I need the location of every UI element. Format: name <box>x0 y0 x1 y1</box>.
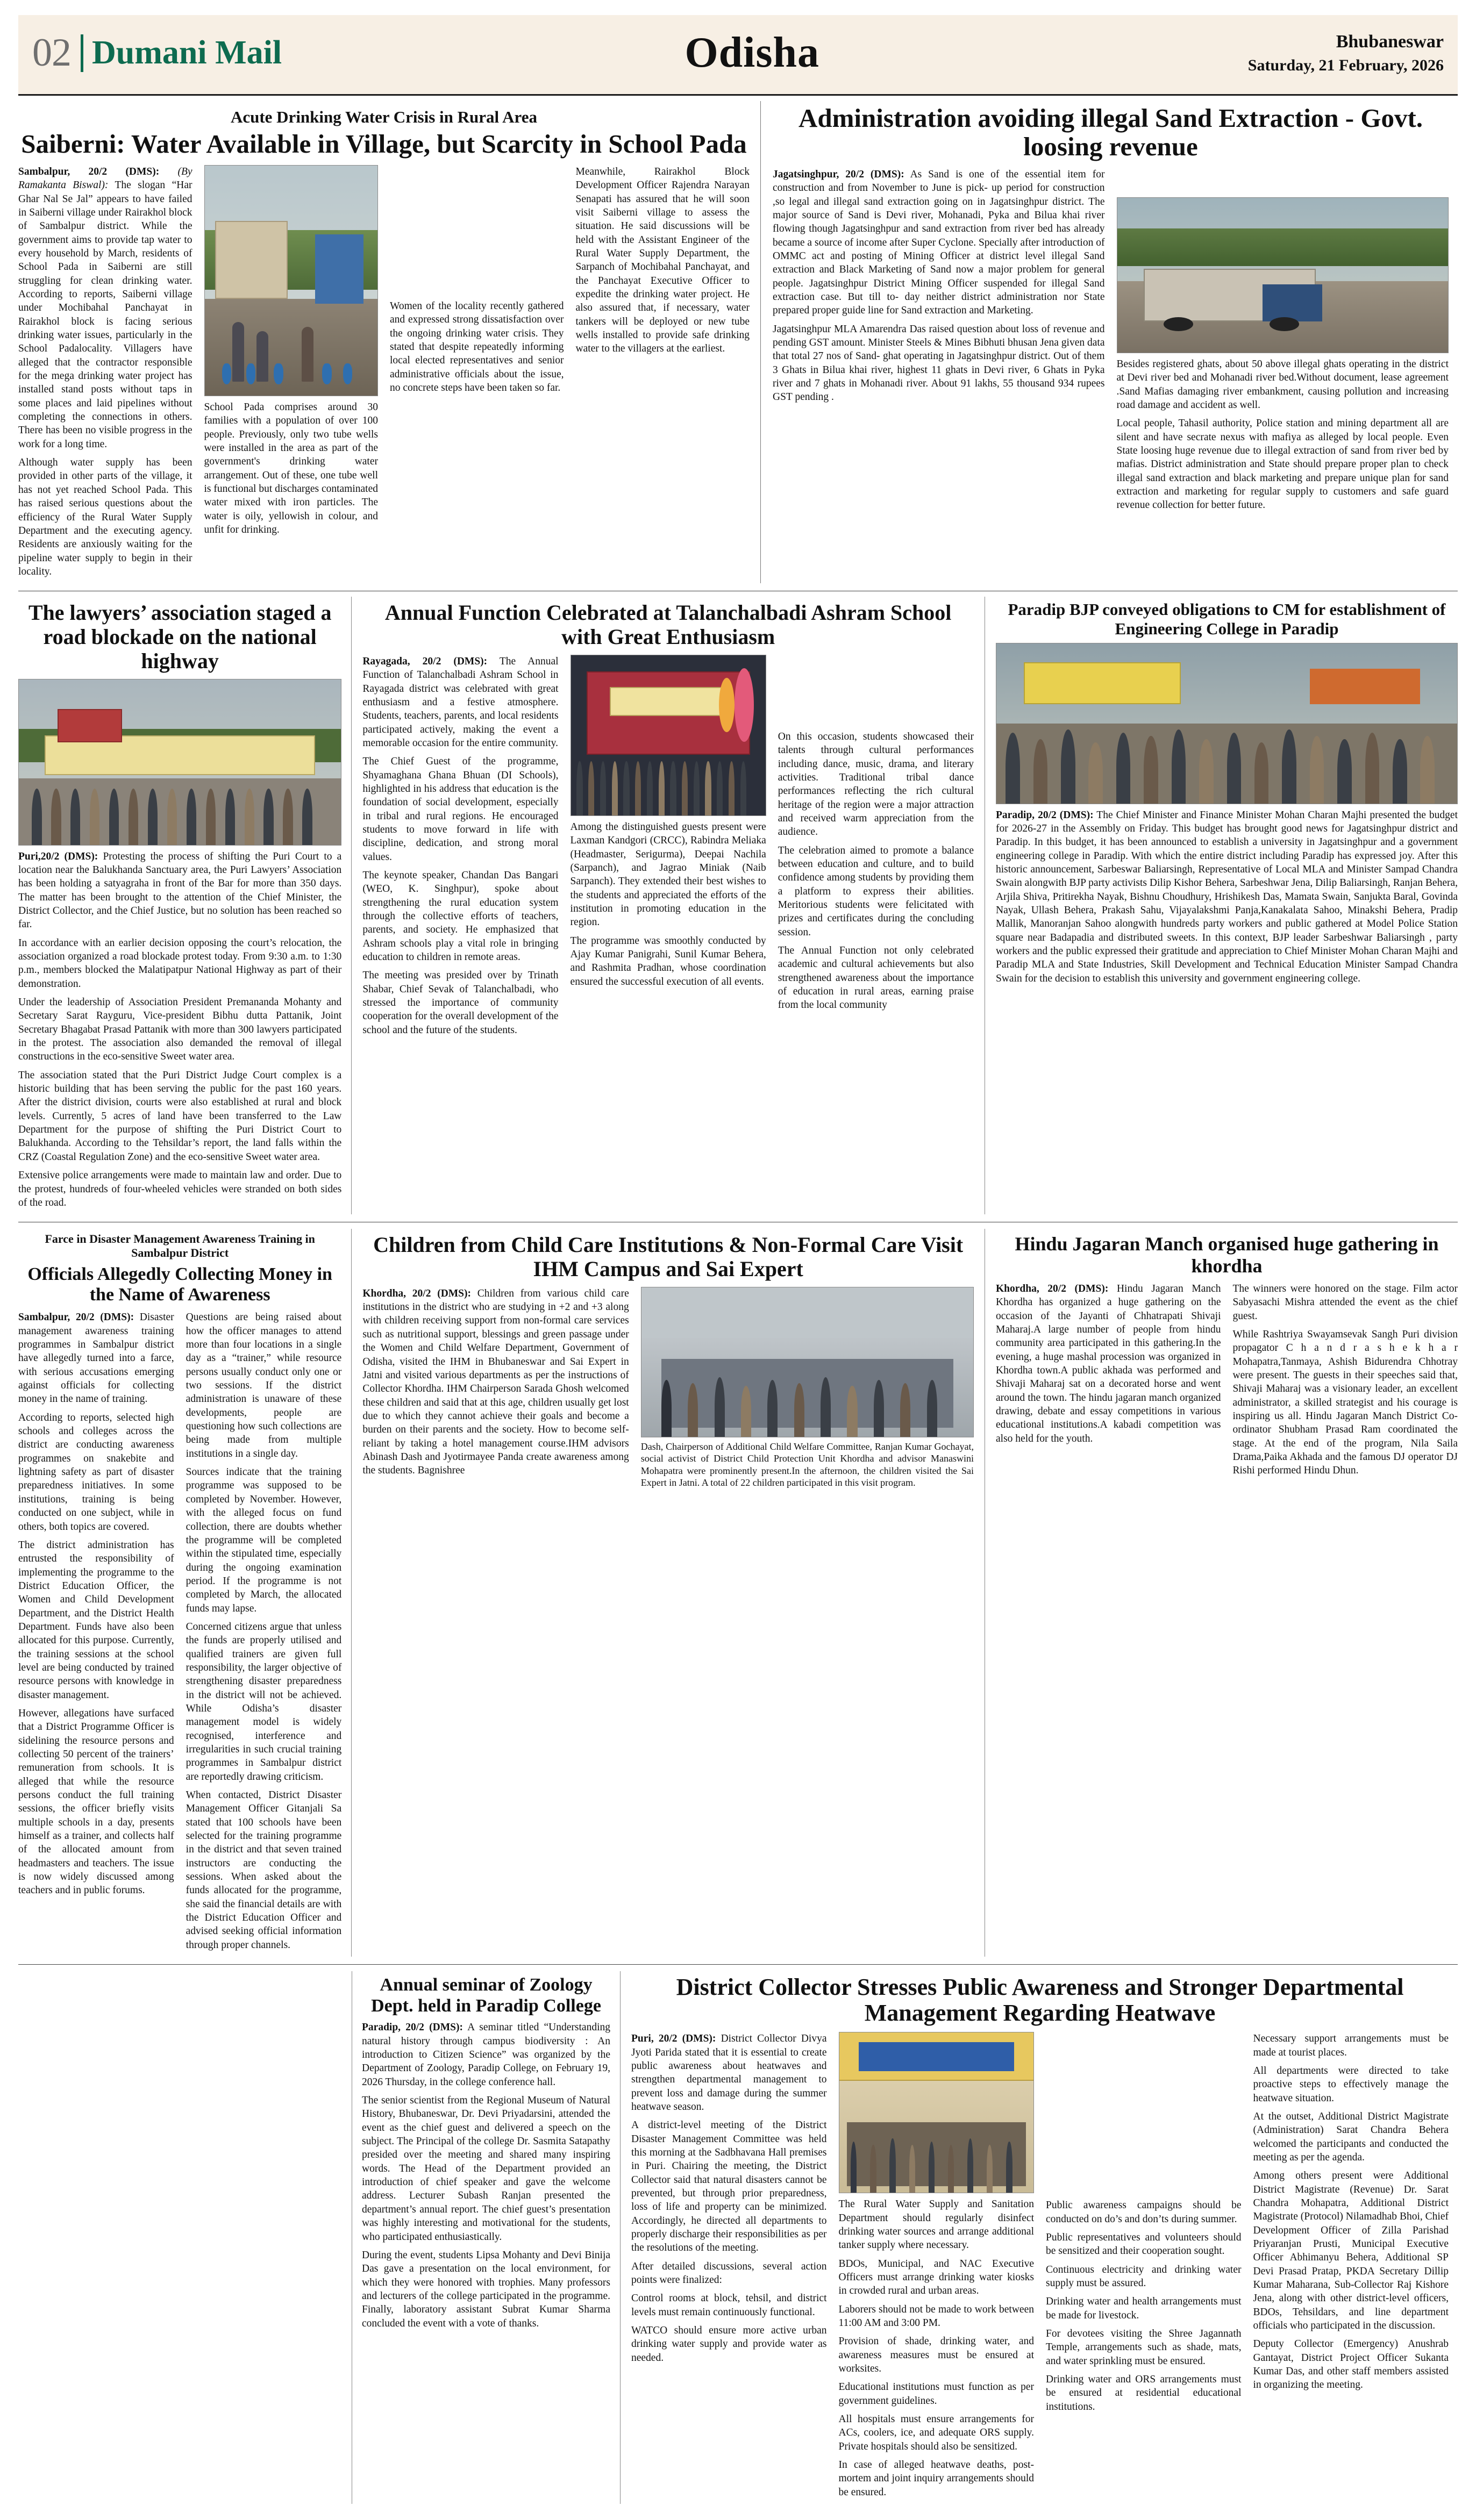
heatwave-meeting-photo <box>839 2032 1035 2193</box>
edition-city: Bhubaneswar <box>1336 31 1444 52</box>
story-talanchalbadi-p5: Among the distinguished guests present were Laxman Kandgori (CRCC), Rabindra Meliaka (Headmaster, Serigurma), Deepai Nachila (Sarpanch), and Jagrao Miniak (Naib Sarpanch). They extended their best wishes to the students and appreciated the efforts of the institution in promoting education in the region. <box>570 821 766 928</box>
edition-date: Saturday, 21 February, 2026 <box>1247 56 1444 74</box>
ihm-visit-photo <box>641 1287 974 1437</box>
story-talanchalbadi-p7: On this occasion, students showcased their talents through cultural performances including dance, music, drama, and literary activities. Traditional tribal dance performances reflecting the rich cultural heritage of the region were a major attraction and received warm appreciation from the audience. <box>778 731 974 838</box>
story-talanchalbadi-p4: The meeting was presided over by Trinath Shabar, Chief Sevak of Talanchalbadi, who stressed the importance of community cooperation for the overall development of the school and the future of the students. <box>362 970 559 1036</box>
story-sambalpur-p5: Questions are being raised about how the officer manages to attend more than four locations in a single day as a “trainer,” while resource persons usually conduct only one or two sessions. If the district administration is unaware of these developments, people are questioning how such collections are being made from multiple institutions in a single day. <box>186 1312 342 1459</box>
story-sand-headline: Administration avoiding illegal Sand Extraction - Govt. loosing revenue <box>798 103 1423 161</box>
story-sambalpur-awareness <box>18 1229 351 1957</box>
story-sambalpur-p2: According to reports, selected high schools and colleges across the district are conducting awareness programmes on snakebite and lightning safety as part of disaster preparedness initiatives. In some institutions, training is being conducted on one subject, while in others, both topics are covered. <box>18 1412 174 1533</box>
story-water-col-4 <box>576 165 750 583</box>
story-sand-dateline: Jagatsinghpur, 20/2 (DMS): <box>773 168 904 180</box>
story-paradip-bjp-p1: The Chief Minister and Finance Minister Mohan Charan Majhi presented the budget for 2026-27 in the Assembly on Friday. This budget has brought good news for Jagatsinghpur district and Paradip. In this budget, it has been announced to establish a university in Jagatsinghpur and a government engineering college in Paradip. With which the entire district including Paradip has expressed joy. After this historic announcement, Sarbeswar Baliarsingh, Representative of Local MLA and Minister Sampad Chandra Swain alongwith BJP party activists Dilip Kishor Behera, Sarbeshwar Jena, Dilip Baliarsingh, Ranjan Behera, Arjila Shiva, Pritirekha Nayak, Bishnu Choudhury, Hrishikesh Das, Mamata Swain, Sanjukta Baral, Govinda Nayak, Ullash Behera, Prakash Sahu, Vijayalakshmi Panja,Kanakalata Sahoo, Minakshi Behera, Pradip Mallik, Manoranjan Sahoo alongwith hundreds party workers and public gathered at Model Police Station square near Badapadia and distributed sweets. In this context, BJP leader Sarbeshwar Baliarsingh , party workers and the public expressed their gratitude and appreciation to Chief Minister Mohan Charan Majhi and Paradip MLA and State Industries, Skill Development and Technical Education Minister Sampad Chandra Swain for the decision to establish this university and government engineering college. <box>996 809 1458 984</box>
story-ihm-headline: Children from Child Care Institutions & Non-Formal Care Visit IHM Campus and Sai Expert <box>373 1233 964 1281</box>
story-sambalpur-p6: Sources indicate that the training programme was supposed to be completed by November. However, with the alleged focus on fund collection, there are doubts whether the programme will be completed within the stipulated time, especially during the ongoing examination period. If the programme is not completed by March, the allocated funds may lapse. <box>186 1466 342 1614</box>
bjp-gathering-photo <box>996 643 1458 804</box>
story-sand-p3: Besides registered ghats, about 50 above illegal ghats operating in the district at Devi river bed and Mohanadi river bed.Without document, lease agreement .Sand Mafias damaging river embankment, causing pollution and increasing road damage and accident as well. <box>1116 358 1449 411</box>
story-sand-p1: As Sand is one of the essential item for construction and from November to June is pick- up period for construction ,so legal and illegal sand extraction going on in Jagatsinghpur district. The major source of Sand is Devi river, Mohanadi, Pyka and Bilua khai river flowing though Jagatsinghpur and sand extraction from river bed has already became a source of income after Super Cyclone. Specially after introduction of OMMC act and posting of Mining Officer at district level illegal Sand extraction and Black Marketing of Sand now a major problem for general people. Jagatsinghpur District Mining Officer suspended for illegal Sand extraction case. But till to- day neither district administration nor State prepared proper guide line for Sand extraction and Marketing. <box>773 168 1105 317</box>
story-water <box>18 101 760 583</box>
mid-section <box>18 597 1458 1214</box>
story-water-p3: School Pada comprises around 30 families with a population of over 100 people. Previously, only two tube wells were installed in the area as part of the government's drinking water arrangement. Out of these, one tube well is functional but discharges contaminated water mixed with iron particles. The water is oily, yellowish in colour, and unfit for drinking. <box>204 401 378 535</box>
story-talanchalbadi-col-1 <box>362 655 558 1042</box>
story-sambalpur-p7: Concerned citizens argue that unless the funds are properly utilised and qualified trainers are given full responsibility, the larger objective of strengthening disaster preparedness in the district will not be achieved. While Odisha’s disaster management model is widely recognised, interference and irregularities in such crucial training programmes in Sambalpur district are reportedly drawing criticism. <box>186 1621 342 1782</box>
story-heatwave-p20: All departments were directed to take proactive steps to effectively manage the heatwave situation. <box>1253 2065 1449 2104</box>
story-ihm-col-1 <box>362 1287 629 1499</box>
story-heatwave-p7: BDOs, Municipal, and NAC Executive Officers must arrange drinking water kiosks in crowded rural and urban areas. <box>838 2258 1034 2297</box>
story-jagaran-col-2 <box>1233 1282 1458 1483</box>
story-sambalpur-p4: However, allegations have surfaced that a District Programme Officer is sidelining the resource persons and collecting 50 percent of the trainers’ remuneration from schools. It is alleged that while the resource persons conduct the full training sessions, the officer briefly visits multiple schools in a day, presents himself as a trainer, and collects half of the allocated amount from headmasters and teachers. The issue is now widely discussed among teachers and in public forums. <box>18 1707 174 1896</box>
story-jagaran <box>985 1229 1458 1957</box>
bottom-left-continuation <box>18 1971 352 2504</box>
story-heatwave-p21: At the outset, Additional District Magistrate (Administration) Sarat Chandra Behera welcomed the participants and conducted the meeting as per the agenda. <box>1253 2110 1449 2163</box>
page-number: 02 <box>32 31 71 75</box>
story-paradip-bjp-col-1 <box>996 808 1458 990</box>
story-ihm <box>351 1229 985 1957</box>
story-talanchalbadi-p8: The celebration aimed to promote a balance between education and culture, and to build confidence among students by providing them a platform to express their abilities. Meritorious students were felicitated with prizes and certificates during the concluding session. <box>778 844 974 938</box>
edition-title: Odisha <box>684 29 820 76</box>
bottom-section <box>18 1971 1458 2504</box>
story-heatwave-p3: After detailed discussions, several action points were finalized: <box>631 2260 827 2286</box>
story-zoology-headline: Annual seminar of Zoology Dept. held in Paradip College <box>371 1975 601 2016</box>
story-heatwave-p1: District Collector Divya Jyoti Parida stated that it is essential to create public awareness about heatwaves and strengthen departmental management to prevent loss and damage during the summer heatwave season. <box>631 2033 827 2113</box>
story-heatwave-p16: Drinking water and health arrangements must be made for livestock. <box>1046 2296 1242 2321</box>
masthead-left <box>32 30 512 76</box>
story-heatwave-col-4 <box>1253 2032 1449 2504</box>
story-talanchalbadi-dateline: Rayagada, 20/2 (DMS): <box>362 655 488 667</box>
story-jagaran-dateline: Khordha, 20/2 (DMS): <box>996 1283 1109 1294</box>
story-heatwave-p6: The Rural Water Supply and Sanitation Department should regularly disinfect drinking water sources and arrange additional tanker supply where necessary. <box>838 2199 1034 2251</box>
story-sand-col-2 <box>1117 168 1449 517</box>
story-zoology-p1: A seminar titled “Understanding natural history through campus biodiversity : An introduction to Citizen Science” was organized by the Department of Zoology, Paradip College, on February 19, 2026 Thursday, in the college conference hall. <box>362 2022 610 2088</box>
story-heatwave-col-1 <box>631 2032 827 2504</box>
story-heatwave-p10: Educational institutions must function as per government guidelines. <box>838 2381 1034 2407</box>
annual-function-photo <box>571 655 766 816</box>
story-heatwave-dateline: Puri, 20/2 (DMS): <box>631 2033 716 2045</box>
story-talanchalbadi-p6: The programme was smoothly conducted by Ajay Kumar Panigrahi, Sunil Kumar Behera, and Rashmita Pradhan, whose coordination ensured the successful execution of all events. <box>570 935 766 987</box>
story-ihm-dateline: Khordha, 20/2 (DMS): <box>362 1287 472 1299</box>
publication-title: Dumani Mail <box>92 34 282 71</box>
story-water-headline: Saiberni: Water Available in Village, but Scarcity in School Pada <box>21 129 747 159</box>
masthead-divider <box>81 34 83 72</box>
story-talanchalbadi-col-2 <box>571 655 766 1042</box>
story-talanchalbadi <box>351 597 985 1214</box>
story-talanchalbadi-col-3 <box>778 655 974 1042</box>
story-sand-p2: Jagatsinghpur MLA Amarendra Das raised question about loss of revenue and pending GST amount. Minister Steels & Mines Bibhuti bhusan Jena given data that total 27 nos of Sand- ghat operating in Jagatsinghpur district. Out of them 3 Ghats in Bilua khai river, highest 11 ghats in Devi river, 6 Ghats in Pyka river and 7 ghats in Mohanadi river. About 91 lakhs, 55 thousand 934 rupees GST pending . <box>773 323 1105 403</box>
story-ihm-p1: Children from various child care institutions in the district who are studying in +2 and +3 along with children receiving support from non-formal care services such as nutritional support, blessings and green passage under the Women and Child Welfare Department, Government of Odisha, visited the IHM in Bhubaneswar and Sai Expert in Jatni and visited various departments as per the instructions of Collector Khordha. IHM Chairperson Sarada Ghosh welcomed these children and said that at this age, children usually get lost due to which they cannot achieve their goals and become a burden on their parents and the society. How to become self-reliant by taking a hotel management course.IHM advisors Abinash Dash and Jyotirmayee Panda create awareness among the students. Bagnishree <box>362 1287 629 1477</box>
story-lawyers <box>18 597 351 1214</box>
story-lawyers-p4: The association stated that the Puri District Judge Court complex is a historic building that has been serving the public for the past 160 years. After the district division, courts were also established at rural and block levels. Currently, 5 acres of land have been transferred to the Law Department for the purpose of shifting the Puri District Court to Balukhanda. According to the Tehsildar’s report, the land falls within the CRZ (Coastal Regulation Zone) and the eco-sensitive Sweet water area. <box>18 1069 342 1163</box>
story-heatwave-p13: Public awareness campaigns should be conducted on do’s and don’ts during summer. <box>1046 2200 1242 2225</box>
story-lawyers-p1: Protesting the process of shifting the Puri Court to a location near the Balukhanda Sanctuary area, the Puri Lawyers’ Association has been holding a satyagraha in front of the Bar for more than 350 days. The matter has been brought to the attention of the Chief Minister, the District Collector, and the Chief Justice, but no solution has been reached so far. <box>18 850 342 930</box>
story-talanchalbadi-p9: The Annual Function not only celebrated academic and cultural achievements but also strengthened awareness about the importance of education in rural areas, earning praise from the local community <box>778 944 974 1011</box>
story-jagaran-p2: The winners were honored on the stage. Film actor Sabyasachi Mishra attended the event as the chief guest. <box>1232 1283 1458 1322</box>
road-blockade-photo <box>18 679 341 846</box>
story-sambalpur-col-2 <box>186 1311 342 1957</box>
story-sambalpur-p1: Disaster management awareness training programmes in Sambalpur district have allegedly turned into a farce, with serious accusations emerging against officials for collecting money in the name of training. <box>18 1312 174 1405</box>
story-jagaran-headline: Hindu Jagaran Manch organised huge gathering in khordha <box>1015 1233 1439 1277</box>
story-water-col-1 <box>18 165 192 583</box>
story-lawyers-dateline: Puri,20/2 (DMS): <box>18 850 98 862</box>
story-paradip-bjp-dateline: Paradip, 20/2 (DMS): <box>996 809 1094 821</box>
story-sand-p4: Local people, Tahasil authority, Police station and mining department all are silent and have secrate nexus with mafiya as alleged by local people. Even State loosing huge revenue due to illegal extraction of sand from river bed by mafias. District administration and State should prepare proper plan to check illegal sand extraction and black marketing and prepare unique plan for sand extraction and marketing for regular supply to customers and safe guard revenue collection for better future. <box>1116 418 1449 511</box>
story-jagaran-col-1 <box>996 1282 1221 1483</box>
story-sambalpur-p3: The district administration has entrusted the responsibility of implementing the programme to the District Education Officer, the Women and Child Development Department, and the District Health Department. Funds have also been allocated for this purpose. Currently, the training sessions at the school level are being conducted by trained resource persons with knowledge in disaster management. <box>18 1539 174 1701</box>
story-sambalpur-kicker: Farce in Disaster Management Awareness Training in Sambalpur District <box>45 1232 315 1260</box>
sand-truck-photo <box>1117 197 1449 353</box>
story-heatwave <box>621 1971 1449 2504</box>
story-heatwave-p5: WATCO should ensure more active urban drinking water supply and provide water as needed. <box>631 2325 827 2364</box>
story-heatwave-p8: Laborers should not be made to work between 11:00 AM and 3:00 PM. <box>838 2303 1034 2329</box>
lower-section <box>18 1229 1458 1957</box>
masthead-right <box>992 32 1444 75</box>
story-water-p1: The slogan “Har Ghar Nal Se Jal” appears to have failed in Saiberni village under Rairakhol block of Sambalpur district. While the government aims to provide tap water to every household by March, residents of School Pada in Saiberni are still struggling for clean drinking water. According to reports, Saiberni village under Mochibahal Panchayat in Rairakhol block is facing serious drinking water issues, particularly in the School Padalocality. Villagers have alleged that the contractor responsible for the mega drinking water project has installed stand posts without taps in some places and laid pipelines without completing the connections in others. There has been no visible progress in the work for a long time. <box>18 180 192 450</box>
story-sambalpur-dateline: Sambalpur, 20/2 (DMS): <box>18 1312 134 1323</box>
story-lawyers-p3: Under the leadership of Association President Premananda Mohanty and Secretary Sarat Rayguru, Vice-president Bibhu dutta Pattanik, Joint Secretary Bhagabat Prasad Pattanik with more than 300 lawyers participated in the protest. The association also demanded the removal of illegal constructions in the eco-sensitive Sweet water area. <box>18 997 342 1063</box>
story-heatwave-p12: In case of alleged heatwave deaths, post-mortem and joint inquiry arrangements should be ensured. <box>838 2459 1034 2498</box>
story-ihm-caption: Dash, Chairperson of Additional Child Welfare Committee, Ranjan Kumar Gochayat, social activist of District Child Protection Unit Khordha and advisor Manaswini Mohapatra were prominently present.In the afternoon, the children visited the Sai Expert in Jatni. A total of 22 children participated in this visit program. <box>640 1441 974 1488</box>
story-talanchalbadi-p2: The Chief Guest of the programme, Shyamaghana Ghana Bhuan (DI Schools), highlighted in his address that education is the foundation of social development, especially in tribal and rural regions. He encouraged students to move forward in life with discipline, dedication, and strong moral values. <box>362 756 559 863</box>
top-section <box>18 101 1458 583</box>
story-heatwave-p15: Continuous electricity and drinking water supply must be assured. <box>1046 2264 1242 2289</box>
story-heatwave-col-2 <box>839 2032 1035 2504</box>
story-jagaran-p3: While Rashtriya Swayamsevak Sangh Puri division propagator C h a n d r a s h e k h a r Mohapatra,Tanmaya, Ashish Bidurendra Chhotray were present. The guests in their speeches said that, Shivaji Maharaj was a visionary leader, an excellent administrator, a skilled strategist and his courage is inspiring us all. Hindu Jagaran Manch District Co-ordinator Shubham Prasad Ram coordinated the stage. At the end of the program, Nila Saila Drama,Paika Akhada and the famous DJ operator DJ Rishi performed Hindu Dhun. <box>1232 1328 1458 1477</box>
story-heatwave-p11: All hospitals must ensure arrangements for ACs, coolers, ice, and adequate ORS supply. Private hospitals should also be sensitized. <box>838 2414 1034 2452</box>
story-heatwave-p22: Among others present were Additional District Magistrate (Revenue) Dr. Sarat Chandra Mohapatra, Additional District Magistrate (Protocol) Nilamadhab Bhoi, Chief Development Officer of Zilla Parishad Priyaranjan Prusti, Municipal Executive Officer Abhimanyu Behera, Additional SP Devi Prasad Pratap, PKDA Secretary Dillip Kumar Maharana, Sub-Collector Raj Kishore Jena, along with other district-level officers, BDOs, Tehsildars, and line department officials who participated in the discussion. <box>1253 2170 1449 2332</box>
story-heatwave-p4: Control rooms at block, tehsil, and district levels must remain continuously functional. <box>631 2293 827 2318</box>
story-talanchalbadi-headline: Annual Function Celebrated at Talanchalbadi Ashram School with Great Enthusiasm <box>384 600 952 649</box>
story-sambalpur-p8: When contacted, District Disaster Management Officer Gitanjali Sa stated that 100 schools have been selected for the training programme in the district and that seven trained instructors are conducting the sessions. When asked about the funds allocated for the programme, she said the financial details are with the District Education Officer and advised seeking official information through proper channels. <box>186 1789 342 1951</box>
story-zoology-p3: During the event, students Lipsa Mohanty and Devi Binija Das gave a presentation on the local environment, for which they were honored with trophies. Many professors and lecturers of the college participated in the programme. Finally, laboratory assistant Subrat Kumar Sharma concluded the event with a vote of thanks. <box>362 2249 610 2329</box>
story-heatwave-p2: A district-level meeting of the District Disaster Management Committee was held this morning at the Sadbhavana Hall premises in Puri. Chairing the meeting, the District Collector said that natural disasters cannot be prevented, but through prior preparedness, loss of life and property can be minimized. Accordingly, he directed all departments to properly discharge their responsibilities as per the resolutions of the meeting. <box>631 2120 827 2254</box>
story-water-p4: Women of the locality recently gathered and expressed strong dissatisfaction over the ongoing drinking water crisis. They stated that despite repeatedly informing local elected representatives and senior administrative officials about the issue, no concrete steps have been taken so far. <box>390 300 564 393</box>
story-heatwave-headline: District Collector Stresses Public Awareness and Stronger Departmental Management Regarding Heatwave <box>676 1974 1404 2026</box>
story-water-col-2 <box>204 165 379 583</box>
story-heatwave-p14: Public representatives and volunteers should be sensitized and their cooperation sought. <box>1046 2231 1242 2257</box>
story-talanchalbadi-p3: The keynote speaker, Chandan Das Bangari (WEO, K. Singhpur), spoke about strengthening the rural education system through the collective efforts of teachers, parents, and society. He emphasized that Ashram schools play a vital role in bringing education to children in remote areas. <box>362 869 559 963</box>
story-lawyers-p2: In accordance with an earlier decision opposing the court’s relocation, the association organized a road blockade protest today. From 9:30 a.m. to 1:30 p.m., members blocked the Malatipatpur National Highway as part of their demonstration. <box>18 937 342 990</box>
story-zoology-dateline: Paradip, 20/2 (DMS): <box>362 2022 463 2034</box>
story-talanchalbadi-p1: The Annual Function of Talanchalbadi Ashram School in Rayagada district was celebrated with great enthusiasm and a festive atmosphere. Students, teachers, parents, and local residents participated actively, making the event a memorable occasion for the entire community. <box>362 655 559 749</box>
story-paradip-bjp-headline: Paradip BJP conveyed obligations to CM for establishment of Engineering College in Paradip <box>1008 600 1446 638</box>
story-water-byline: (By Ramakanta Biswal): <box>18 166 192 191</box>
story-heatwave-col-3 <box>1046 2032 1242 2504</box>
masthead <box>18 15 1458 96</box>
story-zoology <box>352 1971 621 2504</box>
story-zoology-p2: The senior scientist from the Regional Museum of Natural History, Bhubaneswar, Dr. Devi Priyadarsini, attended the event as the chief guest and delivered a speech on the subject. The Principal of the college Dr. Sasmita Satapathy presided over the meeting and shared many inspiring words. The Head of the Department provided an introduction of chief speaker and gave the welcome address. Lecturer Subash Ranjan presented the department’s annual report. The chief guest’s presentation was highly interesting and motivational for the students, who participated enthusiastically. <box>362 2095 610 2243</box>
story-heatwave-p18: Drinking water and ORS arrangements must be ensured at residential educational institutions. <box>1046 2373 1242 2412</box>
story-sand <box>760 101 1449 583</box>
story-paradip-bjp <box>985 597 1458 1214</box>
story-sand-col-1 <box>773 168 1105 517</box>
story-heatwave-p19: Necessary support arrangements must be made at tourist places. <box>1253 2033 1449 2058</box>
story-water-p2: Although water supply has been provided in other parts of the village, it has not yet reached School Pada. This has raised serious questions about the efficiency of the Rural Water Supply Department and the executing agency. Residents are anxiously waiting for the pipeline water supply to begin in their locality. <box>18 457 192 577</box>
story-sambalpur-headline: Officials Allegedly Collecting Money in the Name of Awareness <box>27 1264 332 1305</box>
story-water-dateline: Sambalpur, 20/2 (DMS): <box>18 166 160 177</box>
story-heatwave-p9: Provision of shade, drinking water, and awareness measures must be ensured at worksites. <box>838 2336 1034 2374</box>
story-sambalpur-col-1 <box>18 1311 174 1957</box>
story-ihm-col-2 <box>641 1287 974 1499</box>
story-water-kicker: Acute Drinking Water Crisis in Rural Area <box>230 108 538 126</box>
story-jagaran-p1: Hindu Jagaran Manch Khordha has organized a huge gathering on the occasion of the Jayanti of Chhatrapati Shivaji Maharaj.A large number of people from hindu community area participated in this gathering.In the evening, a huge mashal procession was organized in Khordha town.A public akhada was performed and Shivaji Maharaj sat on a decorated horse and went around the town. The hindu jagaran manch organized drawing, debate and essay competitions in various educational institutions.A kabadi competition was also held for the youth. <box>996 1283 1221 1444</box>
story-heatwave-p17: For devotees visiting the Shree Jagannath Temple, arrangements such as shade, mats, and water sprinkling must be ensured. <box>1046 2328 1242 2367</box>
masthead-center <box>512 28 993 77</box>
story-water-col-3 <box>390 165 564 583</box>
story-lawyers-p5: Extensive police arrangements were made to maintain law and order. Due to the protest, hundreds of four-wheeled vehicles were stranded on both sides of the road. <box>18 1170 342 1208</box>
story-water-p5: Meanwhile, Rairakhol Block Development Officer Rajendra Narayan Senapati has assured that he will soon visit Saiberni village to assess the situation. He said discussions will be held with the Assistant Engineer of the Rural Water Supply Department, the Sarpanch of Mochibahal Panchayat, and the Panchayat Executive Officer to expedite the drinking water project. He also assured that, if necessary, water tankers will be deployed or new tube wells installed to provide safe drinking water to the villagers at the earliest. <box>575 166 750 355</box>
story-lawyers-headline: The lawyers’ association staged a road blockade on the national highway <box>28 600 332 673</box>
story-heatwave-p23: Deputy Collector (Emergency) Anushrab Gantayat, District Project Officer Sukanta Kumar Das, and other staff members assisted in organizing the meeting. <box>1253 2338 1449 2391</box>
village-water-photo <box>204 165 379 396</box>
